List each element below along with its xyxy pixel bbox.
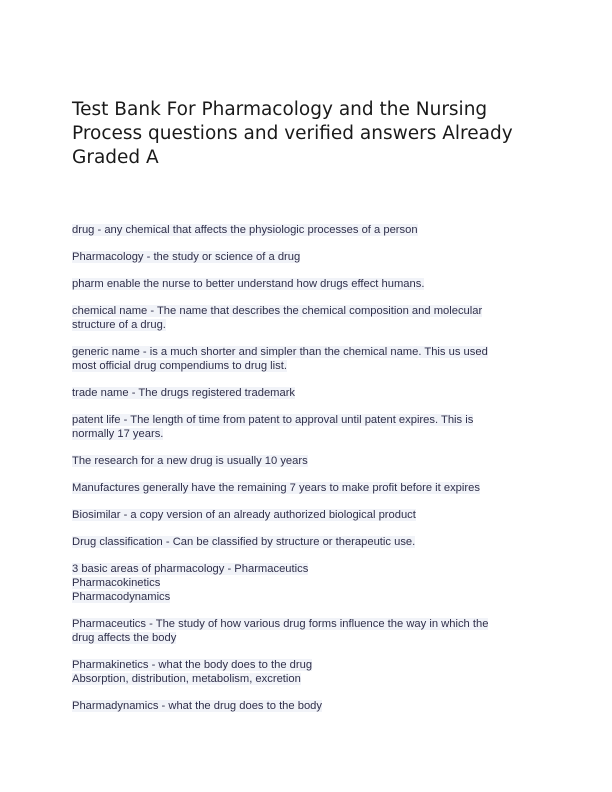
text-line: structure of a drug. — [72, 319, 166, 331]
text-line: Absorption, distribution, metabolism, excretion — [72, 673, 301, 685]
text-line: pharm enable the nurse to better understand how drugs effect humans. — [72, 278, 425, 290]
text-line: drug affects the body — [72, 632, 177, 644]
text-line: Pharmaceutics - The study of how various drug forms influence the way in which the — [72, 618, 489, 630]
paragraph — [72, 699, 542, 713]
paragraph — [72, 277, 542, 291]
text-line: Manufactures generally have the remaining 7 years to make profit before it expires — [72, 482, 480, 494]
text-line: normally 17 years. — [72, 428, 164, 440]
paragraph — [72, 481, 542, 495]
paragraph — [72, 535, 542, 549]
paragraph — [72, 562, 542, 604]
text-line: patent life - The length of time from patent to approval until patent expires. This is — [72, 414, 474, 426]
text-line: Pharmakinetics - what the body does to the drug — [72, 659, 313, 671]
paragraph — [72, 345, 542, 373]
text-line: most official drug compendiums to drug list. — [72, 360, 287, 372]
text-line: generic name - is a much shorter and simpler than the chemical name. This us used — [72, 346, 488, 358]
document-title: Test Bank For Pharmacology and the Nursing Process questions and verified answers Already Graded A — [72, 99, 513, 168]
text-line: 3 basic areas of pharmacology - Pharmaceutics — [72, 563, 309, 575]
text-line: Drug classification - Can be classified by structure or therapeutic use. — [72, 536, 416, 548]
text-line: Pharmadynamics - what the drug does to the body — [72, 700, 322, 712]
text-line: drug - any chemical that affects the physiologic processes of a person — [72, 224, 418, 236]
text-line: The research for a new drug is usually 10 years — [72, 455, 308, 467]
paragraph — [72, 658, 542, 686]
document-body — [72, 223, 542, 726]
text-line: chemical name - The name that describes the chemical composition and molecular — [72, 305, 483, 317]
text-line: Pharmacology - the study or science of a drug — [72, 251, 301, 263]
text-line: Biosimilar - a copy version of an already authorized biological product — [72, 509, 416, 521]
paragraph — [72, 617, 542, 645]
paragraph — [72, 386, 542, 400]
paragraph — [72, 250, 542, 264]
text-line: Pharmacokinetics — [72, 577, 161, 589]
paragraph — [72, 223, 542, 237]
text-line: Pharmacodynamics — [72, 591, 171, 603]
paragraph — [72, 454, 542, 468]
text-line: trade name - The drugs registered trademark — [72, 387, 296, 399]
paragraph — [72, 413, 542, 441]
paragraph — [72, 304, 542, 332]
paragraph — [72, 508, 542, 522]
